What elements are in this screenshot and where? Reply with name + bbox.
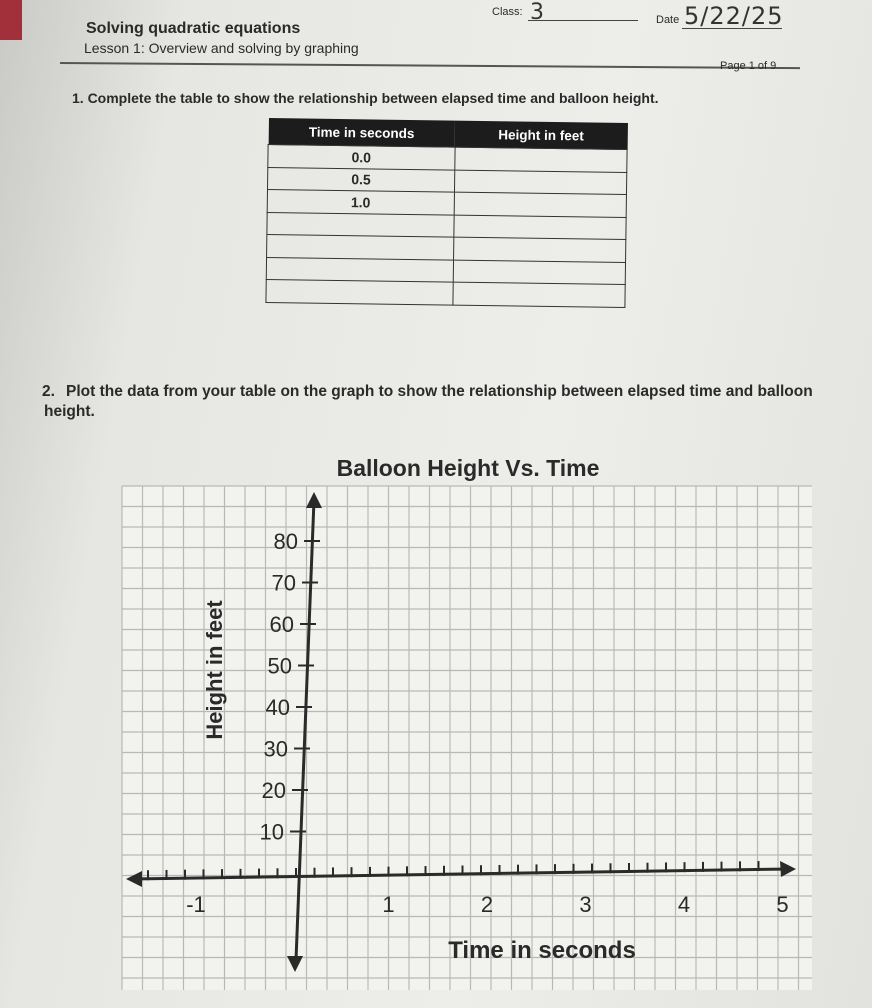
y-tick-label: 80 — [273, 529, 299, 554]
worksheet-title: Solving quadratic equations — [86, 20, 301, 37]
time-cell[interactable]: 0.0 — [268, 145, 455, 170]
y-tick-label: 70 — [271, 570, 297, 596]
y-tick-label: 60 — [269, 612, 295, 637]
date-value[interactable]: 5/22/25 — [684, 2, 784, 30]
question-1: 1. Complete the table to show the relationship between elapsed time and balloon height. — [72, 90, 659, 106]
time-cell[interactable]: 0.5 — [268, 167, 455, 192]
y-axis-label: Height in feet — [202, 600, 227, 740]
date-label: Date — [656, 14, 680, 26]
table-header-time: Time in seconds — [268, 118, 455, 147]
x-tick-label: 1 — [382, 892, 395, 917]
question-2-number: 2. — [42, 383, 55, 400]
x-tick-label: 3 — [579, 892, 592, 917]
y-tick-label: 40 — [265, 695, 291, 720]
class-value[interactable]: 3 — [530, 0, 544, 25]
x-tick-label: -1 — [186, 892, 206, 917]
class-label: Class: — [492, 6, 523, 18]
chart-title: Balloon Height Vs. Time — [336, 455, 600, 481]
time-cell[interactable]: 1.0 — [267, 190, 454, 215]
x-tick-label: 5 — [776, 892, 789, 917]
x-tick-label: 4 — [677, 892, 691, 917]
question-2-text: Plot the data from your table on the graph to show the relationship between elapsed time and balloon height. — [44, 383, 813, 420]
lesson-subtitle: Lesson 1: Overview and solving by graphing — [84, 40, 359, 56]
y-tick-label: 50 — [267, 653, 293, 679]
table-header-height: Height in feet — [455, 121, 628, 150]
y-tick-label: 20 — [261, 778, 287, 803]
page-number: Page 1 of 9 — [720, 60, 777, 72]
y-tick-label: 30 — [263, 736, 289, 762]
y-tick-label: 10 — [259, 819, 285, 845]
x-axis-label: Time in seconds — [448, 937, 636, 964]
x-tick-label: 2 — [480, 892, 494, 917]
